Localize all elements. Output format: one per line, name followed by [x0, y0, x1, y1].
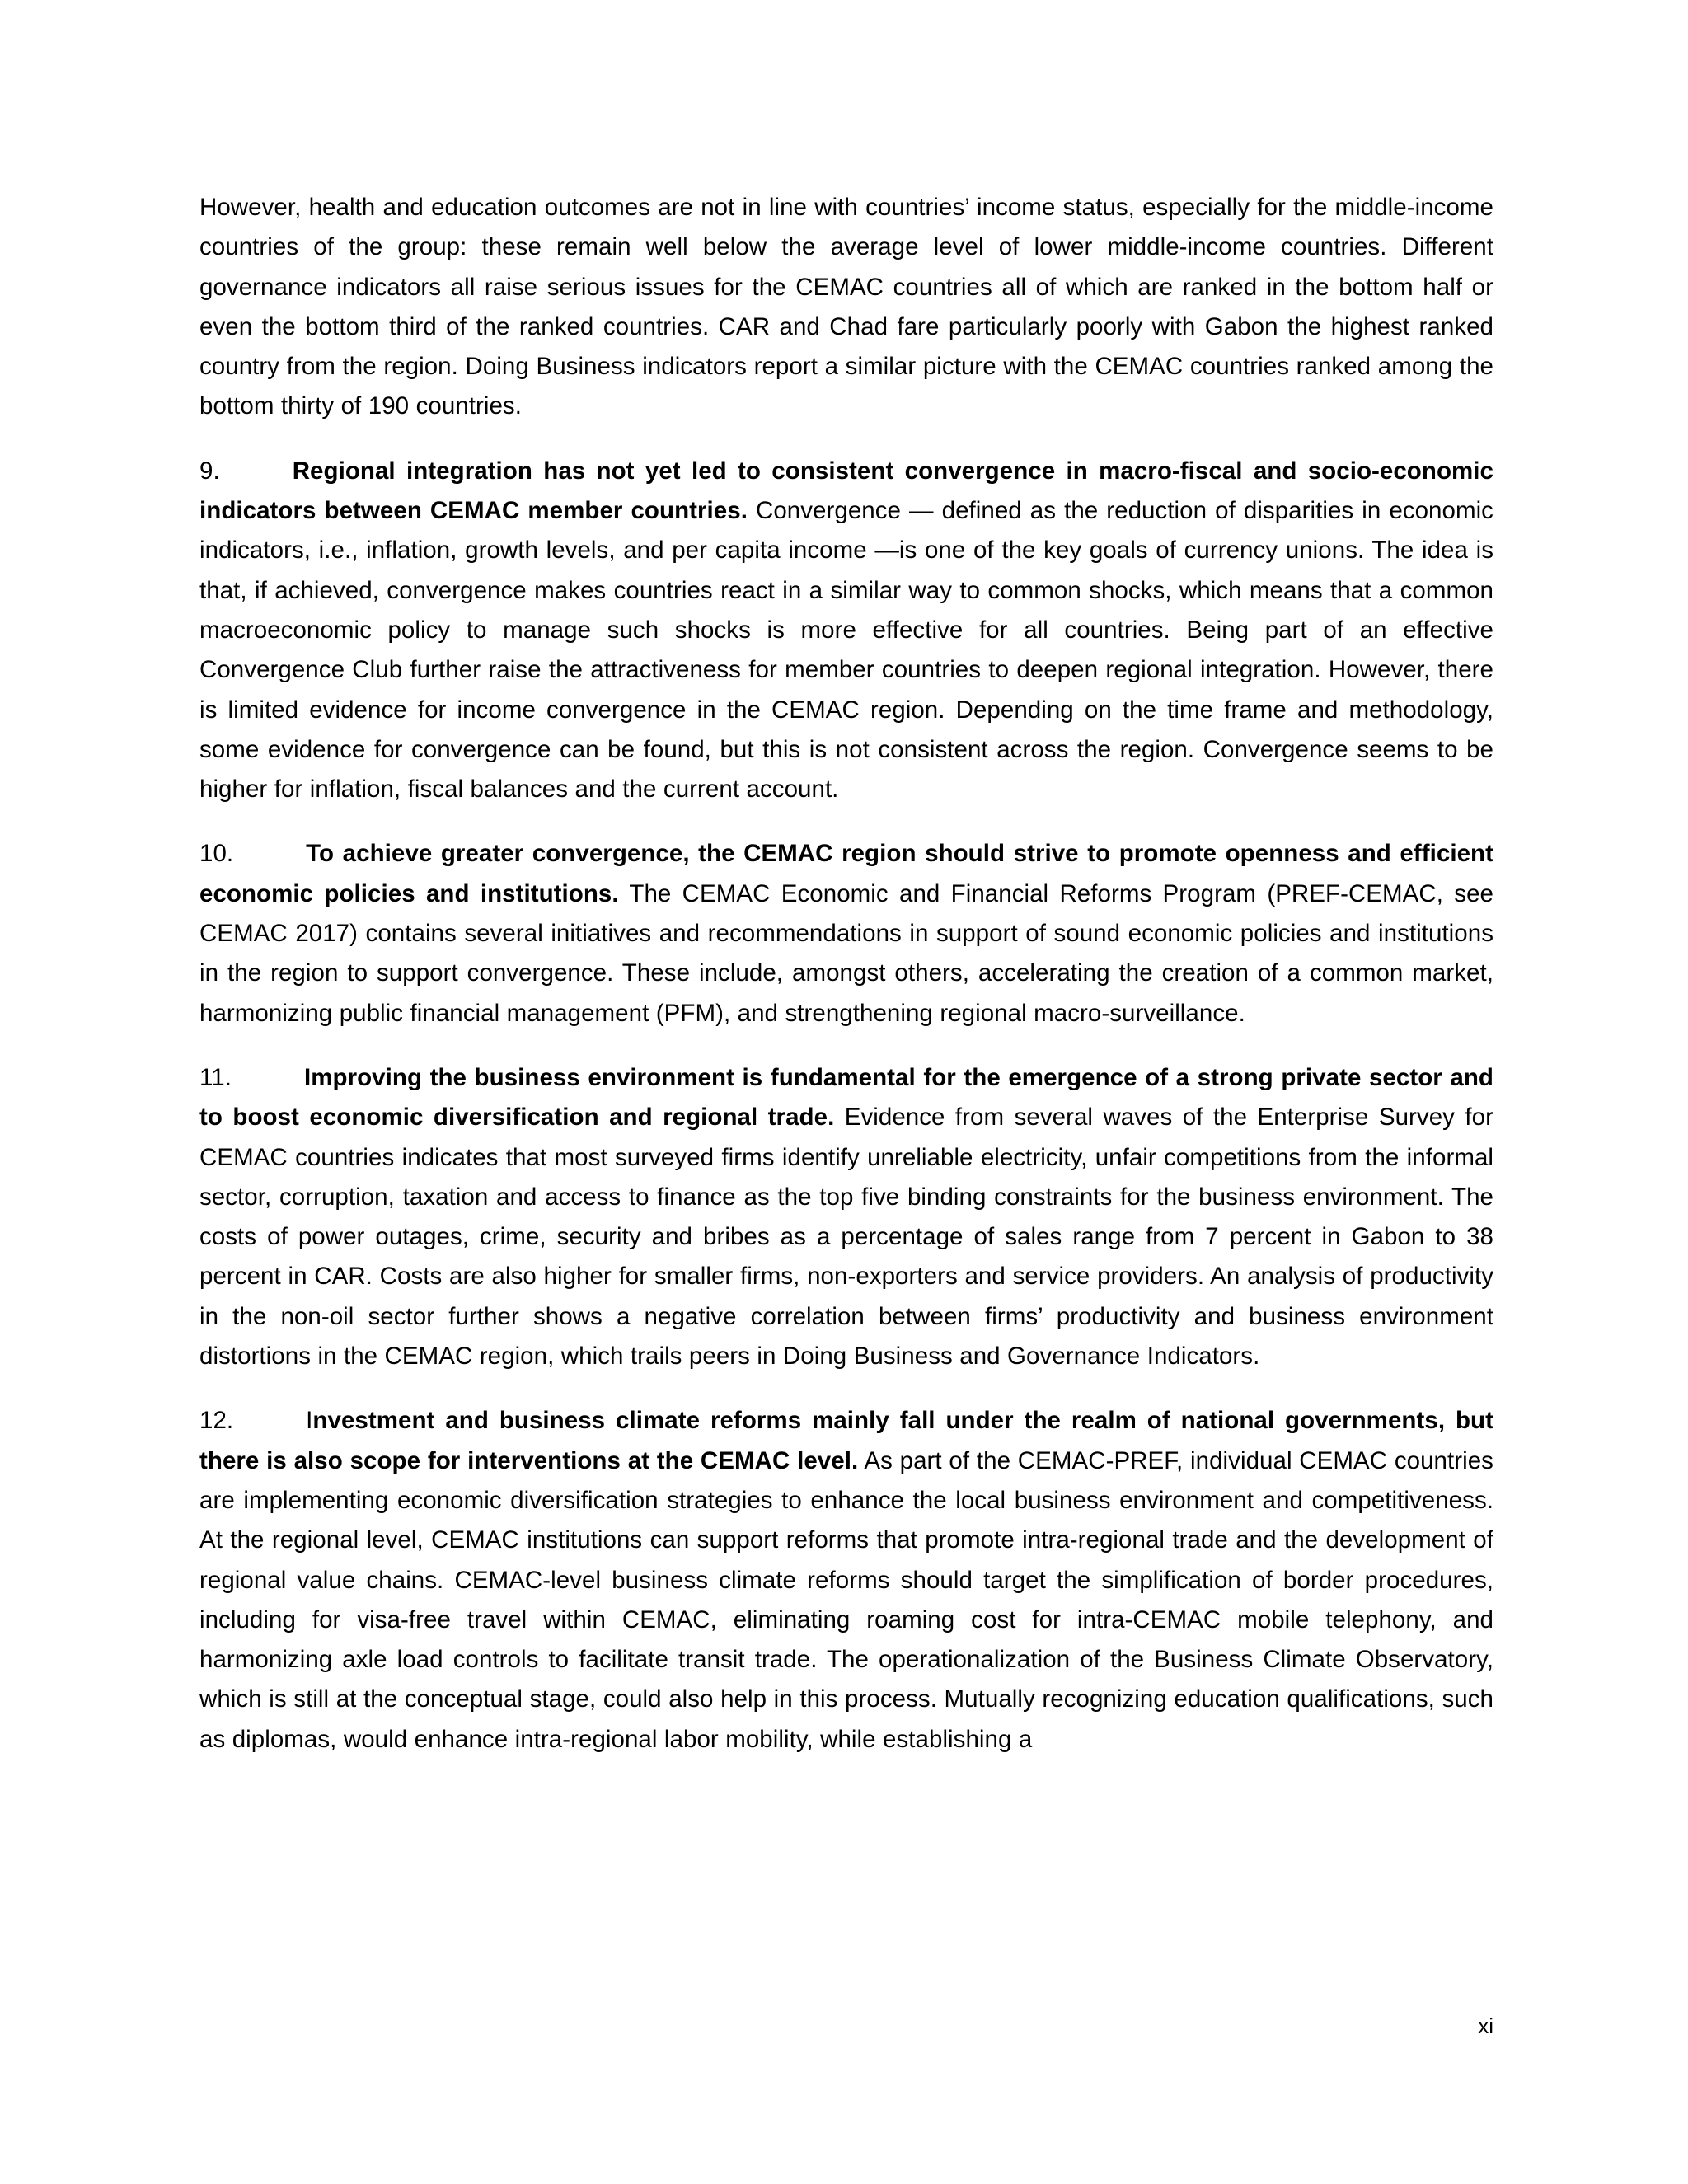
paragraph-number: 9.: [199, 457, 220, 485]
paragraph-10: [199, 834, 1493, 1033]
paragraph-lead-bold: Improving the business environment is fundamental for the emergence of a strong private sector and to boost economic diversification and regional trade.: [199, 1063, 1493, 1132]
paragraph-lead-bold: Regional integration has not yet led to consistent convergence in macro-fiscal and socio-economic indicators between CEMAC member countries.: [199, 457, 1493, 525]
paragraph-11: [199, 1058, 1493, 1376]
paragraph-body: Evidence from several waves of the Enterprise Survey for CEMAC countries indicates that most surveyed firms identify unreliable electricity, unfair competitions from the informal sector, corruption, taxation and access to finance as the top five binding constraints for the business environment. The costs of power outages, crime, security and bribes as a percentage of sales range from 7 percent in Gabon to 38 percent in CAR. Costs are also higher for smaller firms, non-exporters and service providers. An analysis of productivity in the non-oil sector further shows a negative correlation between firms’ productivity and business environment distortions in the CEMAC region, which trails peers in Doing Business and Governance Indicators.: [199, 1104, 1493, 1371]
paragraph-intro: [199, 188, 1493, 427]
paragraph-9: [199, 452, 1493, 810]
paragraph-body: However, health and education outcomes are not in line with countries’ income status, especially for the middle-income countries of the group: these remain well below the average level of lower middle-income countries. Different governance indicators all raise serious issues for the CEMAC countries all of which are ranked in the bottom half or even the bottom third of the ranked countries. CAR and Chad fare particularly poorly with Gabon the highest ranked country from the region. Doing Business indicators report a similar picture with the CEMAC countries ranked among the bottom thirty of 190 countries.: [199, 194, 1493, 420]
paragraph-lead-bold: To achieve greater convergence, the CEMAC region should strive to promote openness and efficient economic policies and institutions.: [199, 840, 1493, 907]
paragraph-12: [199, 1401, 1493, 1760]
page-body-text: [199, 188, 1493, 1760]
paragraph-body: The CEMAC Economic and Financial Reforms Program (PREF-CEMAC, see CEMAC 2017) contains several initiatives and recommendations in support of sound economic policies and institutions in the region to support convergence. These include, amongst others, accelerating the creation of a common market, harmonizing public financial management (PFM), and strengthening regional macro-surveillance.: [199, 879, 1493, 1027]
paragraph-number: 11.: [199, 1063, 232, 1091]
paragraph-body: As part of the CEMAC-PREF, individual CEMAC countries are implementing economic diversification strategies to enhance the local business environment and competitiveness. At the regional level, CEMAC institutions can support reforms that promote intra-regional trade and the development of regional value chains. CEMAC-level business climate reforms should target the simplification of border procedures, including for visa-free travel within CEMAC, eliminating roaming cost for intra-CEMAC mobile telephony, and harmonizing axle load controls to facilitate transit trade. The operationalization of the Business Climate Observatory, which is still at the conceptual stage, could also help in this process. Mutually recognizing education qualifications, such as diplomas, would enhance intra-regional labor mobility, while establishing a: [199, 1446, 1493, 1753]
paragraph-lead-bold: nvestment and business climate reforms mainly fall under the realm of national governments, but there is also scope for interventions at the CEMAC level.: [199, 1407, 1493, 1474]
paragraph-lead-initial: I: [306, 1407, 313, 1435]
paragraph-body: Convergence — defined as the reduction of disparities in economic indicators, i.e., inflation, growth levels, and per capita income —is one of the key goals of currency unions. The idea is that, if achieved, convergence makes countries react in a similar way to common shocks, which means that a common macroeconomic policy to manage such shocks is more effective for all countries. Being part of an effective Convergence Club further raise the attractiveness for member countries to deepen regional integration. However, there is limited evidence for income convergence in the CEMAC region. Depending on the time frame and methodology, some evidence for convergence can be found, but this is not consistent across the region. Convergence seems to be higher for inflation, fiscal balances and the current account.: [199, 497, 1493, 804]
paragraph-number: 12.: [199, 1407, 234, 1435]
paragraph-number: 10.: [199, 840, 234, 868]
page-number: xi: [1478, 2013, 1493, 2038]
